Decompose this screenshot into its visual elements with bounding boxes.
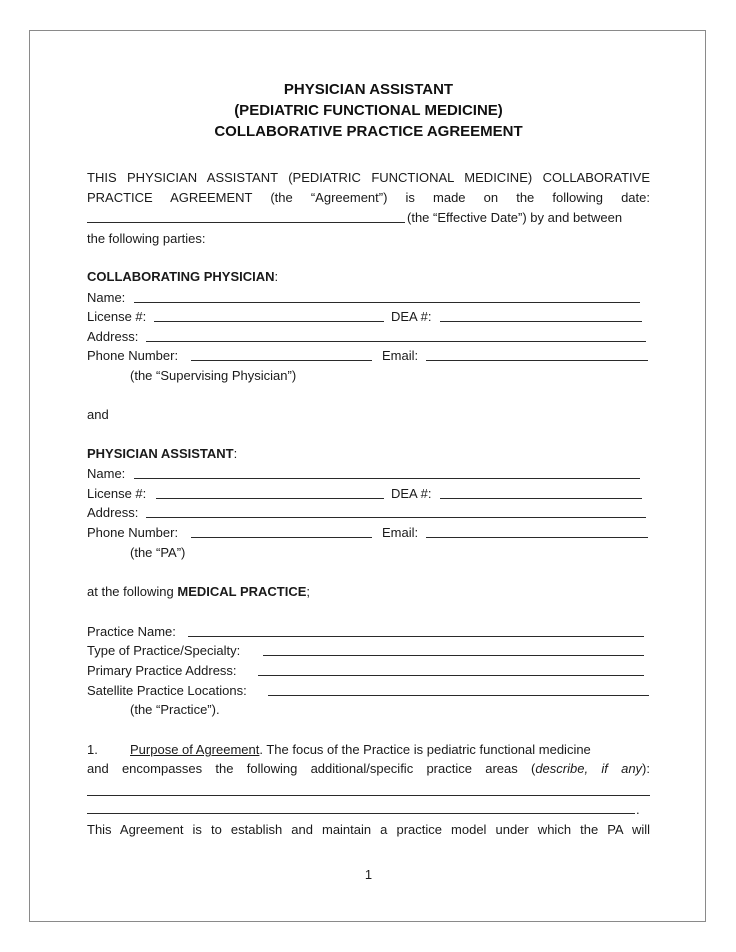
physician-email-label: Email:	[382, 348, 419, 363]
pa-email-field[interactable]	[426, 537, 648, 538]
section-1-line-2-prefix: and encompasses the following additional/specific practice areas (	[87, 761, 536, 776]
pa-designation: (the “PA”)	[130, 545, 186, 560]
physician-heading	[87, 268, 278, 285]
document-page	[29, 30, 706, 922]
intro-line-3: (the “Effective Date”) by and between	[407, 210, 623, 225]
physician-license-field[interactable]	[154, 321, 384, 322]
physician-address-field[interactable]	[146, 341, 646, 342]
section-1-heading: Purpose of Agreement	[130, 742, 260, 757]
practice-intro-bold: MEDICAL PRACTICE	[177, 584, 307, 599]
physician-dea-field[interactable]	[440, 321, 642, 322]
and-text: and	[87, 407, 109, 422]
pa-email-label: Email:	[382, 525, 419, 540]
document-title	[30, 79, 707, 142]
practice-primary-label: Primary Practice Address:	[87, 663, 237, 678]
practice-intro	[87, 583, 310, 600]
practice-name-label: Practice Name:	[87, 624, 176, 639]
practice-name-field[interactable]	[188, 636, 644, 637]
practice-areas-field-1[interactable]	[87, 795, 650, 796]
pa-address-label: Address:	[87, 505, 139, 520]
physician-dea-label: DEA #:	[391, 309, 432, 324]
pa-license-label: License #:	[87, 486, 147, 501]
pa-dea-field[interactable]	[440, 498, 642, 499]
physician-name-label: Name:	[87, 290, 126, 305]
pa-phone-label: Phone Number:	[87, 525, 179, 540]
pa-heading-colon: :	[233, 446, 238, 461]
practice-primary-address-field[interactable]	[258, 675, 644, 676]
section-1-line-1	[130, 741, 591, 758]
practice-areas-field-2[interactable]	[87, 813, 635, 814]
practice-intro-suffix: ;	[306, 584, 311, 599]
section-1-line-last: This Agreement is to establish and maintain a practice model under which the PA will	[87, 822, 650, 837]
physician-phone-label: Phone Number:	[87, 348, 179, 363]
pa-heading-text: PHYSICIAN ASSISTANT	[87, 446, 234, 461]
physician-license-label: License #:	[87, 309, 147, 324]
physician-heading-text: COLLABORATING PHYSICIAN	[87, 269, 275, 284]
intro-line-1: THIS PHYSICIAN ASSISTANT (PEDIATRIC FUNCTIONAL MEDICINE) COLLABORATIVE	[87, 170, 650, 185]
pa-dea-label: DEA #:	[391, 486, 432, 501]
section-1-line-1-rest: . The focus of the Practice is pediatric functional medicine	[259, 742, 591, 757]
pa-address-field[interactable]	[146, 517, 646, 518]
section-1-line-2-suffix: ):	[642, 761, 650, 776]
physician-designation: (the “Supervising Physician”)	[130, 368, 297, 383]
section-1-line-2-italic: describe, if any	[535, 761, 643, 776]
pa-phone-field[interactable]	[191, 537, 372, 538]
intro-line-4: the following parties:	[87, 231, 206, 246]
physician-name-field[interactable]	[134, 302, 640, 303]
section-1-number: 1.	[87, 742, 98, 757]
title-line-2: (PEDIATRIC FUNCTIONAL MEDICINE)	[234, 102, 503, 119]
section-1-line-2	[87, 760, 650, 777]
page-number: 1	[364, 867, 373, 882]
physician-phone-field[interactable]	[191, 360, 372, 361]
physician-email-field[interactable]	[426, 360, 648, 361]
practice-designation: (the “Practice”).	[130, 702, 220, 717]
pa-name-label: Name:	[87, 466, 126, 481]
pa-license-field[interactable]	[156, 498, 384, 499]
practice-intro-prefix: at the following	[87, 584, 174, 599]
effective-date-field[interactable]	[87, 222, 405, 223]
title-line-3: COLLABORATIVE PRACTICE AGREEMENT	[214, 123, 523, 140]
practice-type-field[interactable]	[263, 655, 644, 656]
physician-heading-colon: :	[274, 269, 279, 284]
practice-type-label: Type of Practice/Specialty:	[87, 643, 241, 658]
practice-areas-period: .	[636, 802, 640, 817]
title-line-1: PHYSICIAN ASSISTANT	[283, 81, 454, 98]
pa-name-field[interactable]	[134, 478, 640, 479]
physician-address-label: Address:	[87, 329, 139, 344]
intro-line-2: PRACTICE AGREEMENT (the “Agreement”) is made on the following date:	[87, 190, 650, 205]
pa-heading	[87, 445, 237, 462]
practice-satellite-field[interactable]	[268, 695, 649, 696]
practice-satellite-label: Satellite Practice Locations:	[87, 683, 247, 698]
